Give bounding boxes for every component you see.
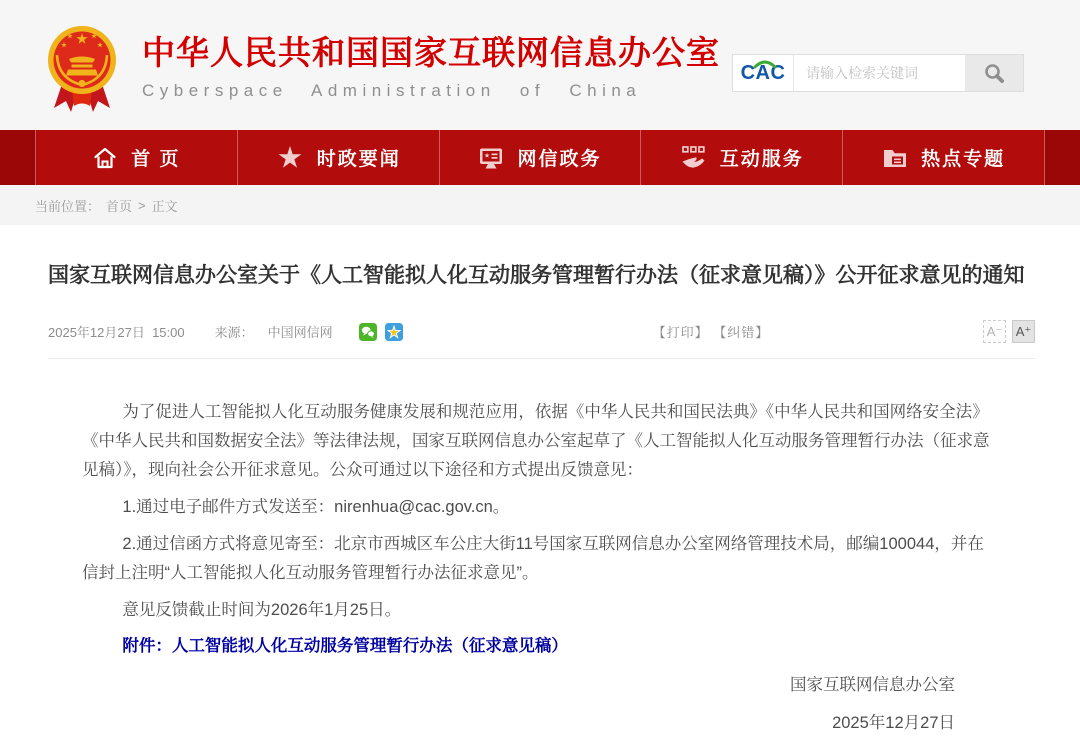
- article-meta-row: [48, 320, 1035, 359]
- search-input[interactable]: [793, 55, 965, 91]
- search-icon: [983, 62, 1005, 84]
- star-icon: [276, 145, 304, 171]
- correction-button[interactable]: 【纠错】: [713, 325, 770, 341]
- cac-logo: [733, 55, 793, 91]
- breadcrumb-label: 当前位置：: [35, 198, 101, 214]
- wechat-share-icon[interactable]: [359, 323, 377, 341]
- home-icon: [92, 146, 118, 170]
- nav-item-label: 首 页: [131, 149, 181, 170]
- paragraph: 2.通过信函方式将意见寄至：北京市西城区车公庄大街11号国家互联网信息办公室网络管理技术局，邮编100044，并在信封上注明“人工智能拟人化互动服务管理暂行办法征求意见”。: [82, 534, 984, 582]
- site-title: 中华人民共和国国家互联网信息办公室: [142, 34, 720, 71]
- nav-item-services[interactable]: [640, 130, 842, 185]
- breadcrumb-separator: >: [138, 197, 146, 213]
- nav-item-label: 时政要闻: [316, 149, 401, 170]
- search-box: [732, 54, 1024, 92]
- publish-date: 2025年12月27日 15:00: [48, 325, 185, 341]
- font-size-controls: [983, 320, 1035, 343]
- qzone-share-icon[interactable]: [385, 323, 403, 341]
- attachment-label: 附件：: [122, 637, 172, 656]
- search-button[interactable]: [965, 55, 1023, 91]
- breadcrumb-home-link[interactable]: 首页: [106, 198, 133, 214]
- nav-item-egov[interactable]: [439, 130, 641, 185]
- monitor-icon: [478, 146, 504, 170]
- national-emblem-icon: [44, 22, 120, 123]
- share-icons: [359, 323, 403, 341]
- print-button[interactable]: 【打印】: [652, 325, 709, 341]
- site-subtitle: Cyberspace Administration of China: [142, 80, 642, 100]
- attachment-link[interactable]: 人工智能拟人化互动服务管理暂行办法（征求意见稿）: [171, 637, 568, 656]
- nav-item-news[interactable]: [237, 130, 439, 185]
- nav-item-home[interactable]: [35, 130, 237, 185]
- paragraph: 意见反馈截止时间为2026年1月25日。: [122, 600, 402, 619]
- site-header: [0, 0, 1080, 130]
- site-logo-group: [44, 22, 720, 123]
- folder-icon: [882, 146, 908, 170]
- paragraph: 1.通过电子邮件方式发送至：nirenhua@cac.gov.cn。: [122, 497, 510, 516]
- nav-item-topics[interactable]: [842, 130, 1045, 185]
- article-content: [0, 225, 1080, 736]
- signature-block: [82, 671, 995, 736]
- source-value: 中国网信网: [267, 325, 333, 341]
- cac-logo-text: CAC: [740, 61, 786, 84]
- interact-icon: [680, 145, 707, 170]
- article-title: 国家互联网信息办公室关于《人工智能拟人化互动服务管理暂行办法（征求意见稿）》公开征求意见的通知: [48, 264, 1025, 287]
- nav-item-label: 网信政务: [517, 149, 602, 170]
- site-title-block: [142, 22, 720, 101]
- breadcrumb-current: 正文: [151, 198, 178, 214]
- nav-item-label: 热点专题: [921, 149, 1006, 170]
- print-correction-group: [653, 322, 770, 341]
- signature-org: 国家互联网信息办公室: [790, 676, 955, 695]
- font-larger-button[interactable]: A⁺: [1012, 320, 1035, 343]
- attachment-line: [82, 632, 995, 661]
- font-smaller-button[interactable]: A⁻: [983, 320, 1006, 343]
- signature-date: 2025年12月27日: [832, 714, 955, 733]
- cac-logo-arc-icon: [753, 59, 777, 69]
- paragraph: 为了促进人工智能拟人化互动服务健康发展和规范应用，依据《中华人民共和国民法典》《中华人民共和国网络安全法》《中华人民共和国数据安全法》等法律法规，国家互联网信息办公室起草了《人工智能拟人化互动服务管理暂行办法（征求意见稿）》，现向社会公开征求意见。公众可通过以下途径和方式提出反馈意见：: [82, 403, 990, 480]
- nav-item-label: 互动服务: [719, 149, 804, 170]
- article-body: [82, 398, 995, 736]
- main-nav: [0, 130, 1080, 185]
- breadcrumb: [0, 185, 1080, 225]
- source-label: 来源：: [214, 325, 254, 341]
